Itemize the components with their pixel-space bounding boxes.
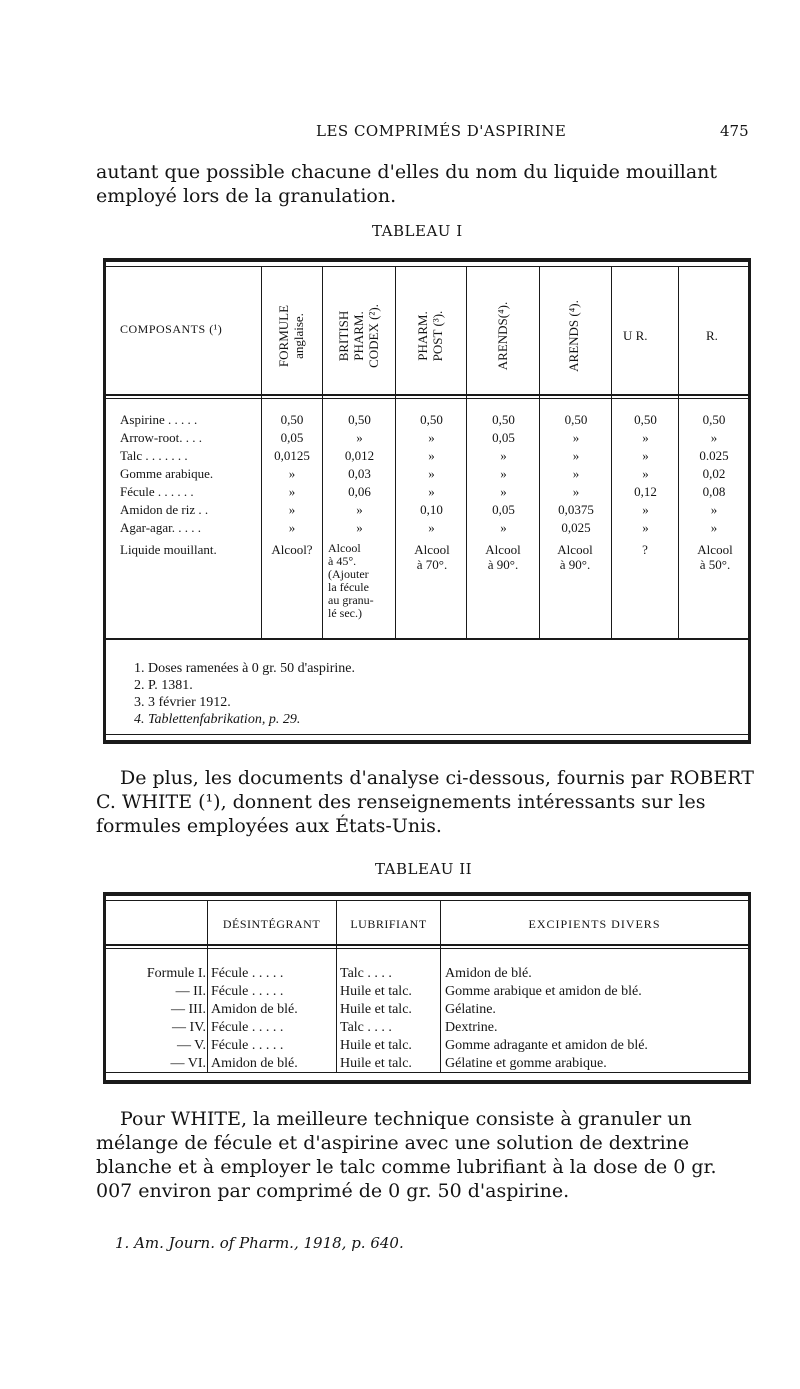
table1-cell: 0,12 [634,484,657,499]
table1-note: 2. P. 1381. [134,678,193,693]
table1-cell: » [288,466,296,481]
table1-cell: » [642,448,649,463]
table1-cell: 0,10 [420,502,443,517]
table1-liquid-pharm-post: Alcool à 70°. [414,542,450,572]
table1-note: 3. 3 février 1912. [134,695,231,710]
table2-row-label: — II. [175,984,206,999]
table2-header-desintegrant: DÉSINTÉGRANT [222,917,321,931]
table2-cell-excipients: Amidon de blé. [445,966,532,981]
table2-header-rule-2 [106,948,748,949]
table1-col-divider [395,267,396,638]
table1-cell: 0,08 [702,484,726,499]
table1-col-divider [261,267,262,638]
table2-header-excipients: EXCIPIENTS DIVERS [528,917,661,931]
table1-header-formule: FORMULE anglaise. [276,304,306,368]
table2-cell-lubrifiant: Talc . . . . [340,966,392,981]
table1-cell: » [642,466,649,481]
table2-bottom-inner-rule [106,1072,748,1073]
intro-paragraph: autant que possible chacune d'elles du nom du liquide mouillant employé lors de la granulation. [96,161,718,207]
table1-cell: 0,02 [702,466,726,481]
table1-header-arends-2: ARENDS (⁴). [566,300,581,372]
table1-cell: 0,025 [561,520,591,535]
table1-col-divider [322,267,323,638]
table2-top-inner-rule [106,900,748,901]
header-title: LES COMPRIMÉS D'ASPIRINE [316,122,567,140]
table1-cell: » [572,484,580,499]
table1-bottom-inner-rule [106,734,748,735]
table1-cell: 0,50 [420,412,443,427]
table1-header-ur: U R. [623,328,648,343]
page-footnote: 1. Am. Journ. of Pharm., 1918, p. 640. [115,1234,404,1252]
table1-cell: » [642,430,649,445]
table1 [103,258,751,744]
table1-cell: 0,03 [348,466,371,481]
page-number: 475 [720,122,749,140]
table1-liquid-label: Liquide mouillant. [120,542,217,557]
table1-cell: » [428,520,435,535]
table1-row-label: Amidon de riz . . [120,502,209,517]
table1-cell: 0,05 [492,502,515,517]
table1-caption: TABLEAU I [372,222,463,240]
table1-liquid-british: Alcool à 45°. (Ajouter la fécule au granu- lé sec.) [328,541,374,620]
table1-cell: » [428,484,435,499]
table1-col-divider [611,267,612,638]
table2-cell-desintegrant: Amidon de blé. [211,1002,298,1017]
table1-liquid-formule: Alcool? [271,542,313,557]
table1-cell: 0,06 [348,484,371,499]
table1-row-label: Aspirine . . . . . [120,412,198,427]
table1-col-divider [678,267,679,638]
table1-note: 1. Doses ramenées à 0 gr. 50 d'aspirine. [134,661,356,676]
table1-header-r: R. [706,328,718,343]
table1-cell: 0,50 [492,412,515,427]
table1-cell: » [710,430,718,445]
table1-cell: 0,0375 [558,502,594,517]
table1-cell: » [710,520,718,535]
table2-row-label: — VI. [170,1056,206,1071]
table1-cell: » [642,520,649,535]
table2-cell-excipients: Gélatine. [445,1002,496,1017]
table1-cell: » [428,466,435,481]
table1-liquid-r: Alcool à 50°. [697,542,733,572]
table2-row-label: — IV. [172,1020,206,1035]
table1-row-label: Talc . . . . . . . [120,448,188,463]
table2-cell-excipients: Gomme adragante et amidon de blé. [445,1038,648,1053]
table1-cell: 0,50 [280,412,304,427]
table1-cell: » [356,502,363,517]
table1-cell: » [642,502,649,517]
table1-cell: » [288,520,296,535]
table1-top-inner-rule [106,266,748,267]
table1-liquid-arends-1: Alcool à 90°. [485,542,521,572]
table1-cell: » [288,502,296,517]
table1-cell: 0,05 [492,430,515,445]
table2-cell-excipients: Gélatine et gomme arabique. [445,1056,607,1071]
table1-liquid-arends-2: Alcool à 90°. [557,542,593,572]
table2-cell-desintegrant: Fécule . . . . . [211,984,284,999]
table1-liquid-ur: ? [642,542,648,557]
table1-cell: 0,50 [564,412,588,427]
table1-col-divider [466,267,467,638]
final-paragraph: Pour WHITE, la meilleure technique consiste à granuler un mélange de fécule et d'aspirine avec une solution de dextrine blanche et à employer le talc comme lubrifiant à la dose de 0 gr. 007 environ par comprimé de 0 gr. 50 d'aspirine. [96,1108,717,1202]
table1-cell: » [356,430,363,445]
table2-cell-lubrifiant: Talc . . . . [340,1020,392,1035]
table2-cell-desintegrant: Fécule . . . . . [211,1038,284,1053]
table1-header-arends-1: ARENDS(⁴). [495,301,510,371]
table2-header-lubrifiant: LUBRIFIANT [350,917,427,931]
table1-cell: 0,05 [280,430,304,445]
table2-cell-lubrifiant: Huile et talc. [340,1038,412,1053]
middle-paragraph: De plus, les documents d'analyse ci-dessous, fournis par ROBERT C. WHITE (¹), donnent des renseignements intéressants sur les formules employées aux États-Unis. [96,767,754,837]
table1-cell: » [500,466,507,481]
table2-cell-desintegrant: Fécule . . . . . [211,1020,284,1035]
table1-row-label: Gomme arabique. [120,466,214,481]
running-header [0,122,800,144]
table1-cell: 0,012 [344,448,375,463]
table2-row-label: — V. [176,1038,206,1053]
table1-cell: » [500,484,507,499]
table2-header-rule [106,944,748,946]
table1-cell: » [428,448,435,463]
table2-cell-lubrifiant: Huile et talc. [340,984,412,999]
table2-row-label: — III. [171,1002,206,1017]
table1-row-label: Agar-agar. . . . . [120,520,201,535]
table1-cell: » [288,484,296,499]
table1-cell: 0,0125 [274,448,310,463]
table1-cell: 0.025 [699,448,729,463]
table1-cell: 0,50 [348,412,371,427]
table1-row-label: Arrow-root. . . . [120,430,202,445]
table1-cell: » [500,448,507,463]
table1-header-pharm-post: PHARM. POST (³). [415,310,445,362]
table2-caption: TABLEAU II [375,860,473,878]
table2-cell-lubrifiant: Huile et talc. [340,1056,412,1071]
table1-note: 4. Tablettenfabrikation, p. 29. [134,712,301,727]
table1-body-rule [106,638,748,640]
table1-header-british: BRITISH PHARM. CODEX (²). [336,304,381,368]
table1-cell: » [356,520,363,535]
table2-cell-desintegrant: Amidon de blé. [211,1056,298,1071]
table1-header-rule-2 [106,398,748,399]
table1-cell: » [572,448,580,463]
table1-cell: » [572,466,580,481]
table1-cell: » [428,430,435,445]
table2 [103,892,751,1084]
table1-cell: » [572,430,580,445]
table1-row-label: Fécule . . . . . . [120,484,194,499]
table1-col-divider [539,267,540,638]
table1-cell: » [710,502,718,517]
table2-cell-lubrifiant: Huile et talc. [340,1002,412,1017]
table1-cell: 0,50 [634,412,657,427]
table1-header-composants: COMPOSANTS (¹) [120,322,223,336]
table1-cell: » [500,520,507,535]
table2-row-label: Formule I. [146,966,206,981]
table1-header-rule [106,394,748,396]
table2-cell-desintegrant: Fécule . . . . . [211,966,284,981]
table1-cell: 0,50 [702,412,726,427]
table2-cell-excipients: Dextrine. [445,1020,498,1035]
table2-cell-excipients: Gomme arabique et amidon de blé. [445,984,642,999]
